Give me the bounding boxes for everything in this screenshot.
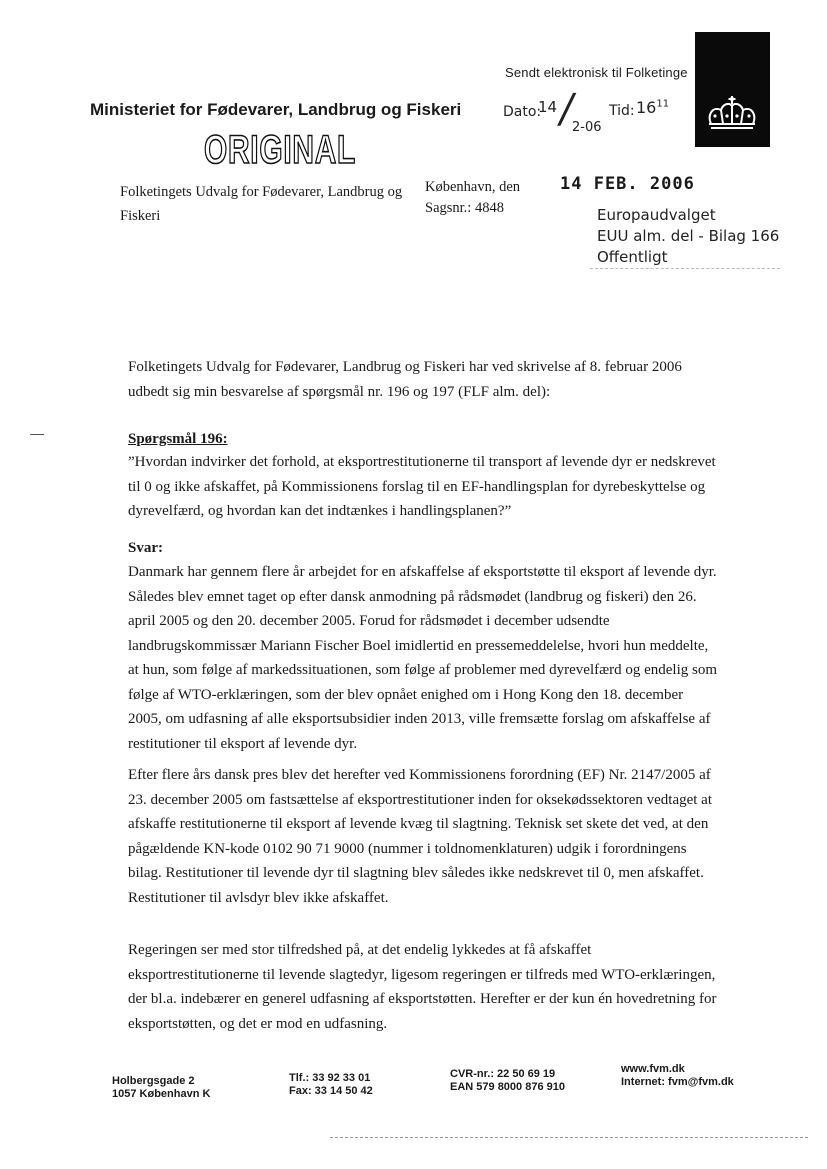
dato-label: Dato: [503,104,542,120]
answer-paragraph-2: Efter flere års dansk pres blev det herefter ved Kommissionens forordning (EF) Nr. 2147/2005 af 23. december 2005 om fastsættelse af eksportrestitutioner inden for oksekødssektoren vedtaget at afskaffe restitutionerne til eksport af levende kvæg til slagtning. Teknisk set skete det ved, at den pågældende KN-kode 0102 90 71 9000 (nummer i toldnomenklaturen) udgik i forordningens bilag. Restitutioner til levende dyr til slagtning blev således ikke nedskrevet til 0, men afskaffet. Restitutioner til avlsdyr blev ikke afskaffet. [128,767,713,906]
eu-note-line3: Offentligt [597,248,668,266]
tid-label: Tid: [609,103,635,119]
question-text: ”Hvordan indvirker det forhold, at eksportrestitutionerne til transport af levende dyr er nedskrevet til 0 og ikke afskaffet, på Kommissionens forslag til en EF-handlingsplan for dyrebeskyttelse og dyrevelfærd, og hvordan kan det indtænkes i handlingsplanen?” [128,454,716,519]
divider [590,268,780,269]
answer-heading: Svar: [128,540,163,556]
date-stamp: 14 FEB. 2006 [560,174,695,194]
footer-registration [450,1068,565,1094]
footer-ean: EAN 579 8000 876 910 [450,1081,565,1093]
footer-street: Holbergsgade 2 [112,1075,195,1087]
eu-committee-note [597,205,779,268]
royal-crown-logo [695,32,770,147]
footer-website: www.fvm.dk [621,1063,685,1075]
footer-cvr: CVR-nr.: 22 50 69 19 [450,1068,556,1080]
crown-icon [701,94,763,134]
answer-paragraph-1: Danmark har gennem flere år arbejdet for en afskaffelse af eksportstøtte til eksport af levende dyr. Således blev emnet taget op efter dansk anmodning på rådsmødet (landbrug og fiskeri) den 26. april 2005 og den 20. december 2005. Forud for rådsmødet i december udsendte landbrugskommissær Mariann Fischer Boel imidlertid en pressemeddelelse, hvori hun meddelte, at hun, som følge af markedssituationen, som følge af problemer med dyrevelfærd og endelig som følge af WTO-erklæringen, som der blev opnået enighed om i Hong Kong den 18. december 2005, om udfasning af alle eksportsubsidier inden 2013, ville fremsætte forslag om afskaffelse af restitutioner til eksport af levende dyr. [128,564,718,752]
bottom-divider [330,1137,808,1138]
place-and-case [425,177,520,219]
footer-phone [289,1072,373,1098]
tid-minutes: 11 [656,98,670,110]
recipient-address: Folketingets Udvalg for Fødevarer, Landbrug og Fiskeri [120,184,403,224]
footer-web [621,1063,734,1089]
dato-value-month: 2-06 [572,120,602,135]
footer-fax: Fax: 33 14 50 42 [289,1085,373,1097]
margin-mark [30,434,44,435]
sent-electronically-note: Sendt elektronisk til Folketinge [505,65,688,80]
original-stamp [200,127,360,171]
tid-value [636,98,669,117]
handwritten-slash: / [555,86,578,132]
dato-value: 14 [538,98,558,116]
footer-email: Internet: fvm@fvm.dk [621,1076,734,1088]
case-number: Sagsnr.: 4848 [425,200,504,216]
intro-paragraph: Folketingets Udvalg for Fødevarer, Landbrug og Fiskeri har ved skrivelse af 8. februar 2006 udbedt sig min besvarelse af spørgsmål nr. 196 og 197 (FLF alm. del): [128,359,682,400]
eu-note-line2: EUU alm. del - Bilag 166 [597,227,780,245]
original-stamp-text: ORIGINAL [204,128,356,172]
tid-hour: 16 [636,98,657,117]
eu-note-line1: Europaudvalget [597,206,716,224]
footer-tel: Tlf.: 33 92 33 01 [289,1072,371,1084]
place-label: København, den [425,179,521,195]
answer-paragraph-3: Regeringen ser med stor tilfredshed på, at det endelig lykkedes at få afskaffet eksportrestitutionerne til levende slagtedyr, ligesom regeringen er tilfreds med WTO-erklæringen, der bl.a. indebærer en generel udfasning af eksportstøtten. Herefter er der kun én hovedretning for eksportstøtten, og det er mod en udfasning. [128,942,717,1032]
footer-city: 1057 København K [112,1088,211,1100]
footer-address [112,1075,210,1101]
ministry-name: Ministeriet for Fødevarer, Landbrug og Fiskeri [90,100,462,119]
question-heading: Spørgsmål 196: [128,431,228,447]
